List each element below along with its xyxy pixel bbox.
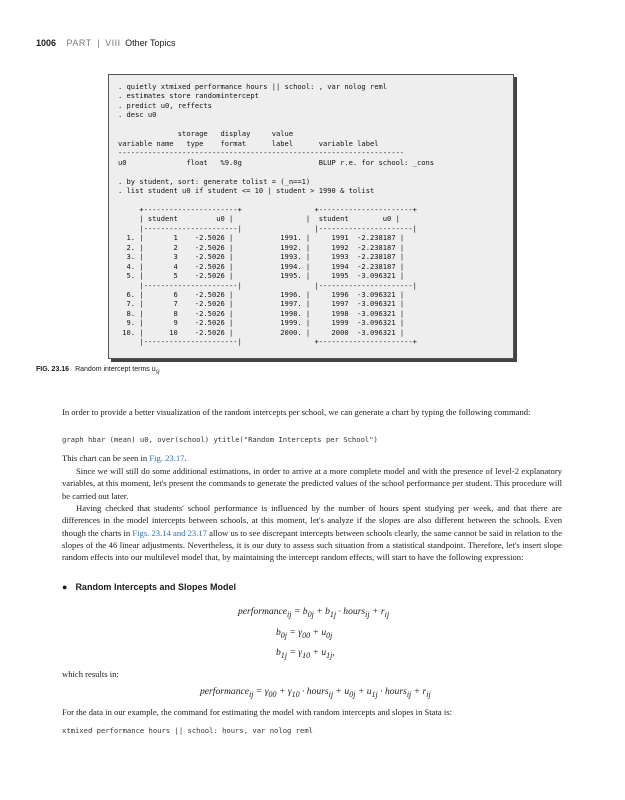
stata-line: +----------------------+ +----------------------+ (118, 204, 417, 214)
stata-line: . by student, sort: generate tolist = (_n==1) (118, 176, 311, 186)
stata-line: 2. | 2 -2.5026 | 1992. | 1992 -2.238187 | (118, 242, 405, 252)
command-xtmixed: xtmixed performance hours || school: hours, var nolog reml (62, 726, 313, 735)
stata-line: ------------------------------------------------------------------- (118, 148, 405, 158)
figure-label: FIG. 23.16 (36, 366, 70, 373)
paragraph-4-text-b: allow us to see discrepant intercepts between schools clearly, the same cannot be said in relation to the slopes of the 46 linear adjustments. Nevertheless, it is our duty to assess such situation from a statistical standpoint. Therefore, let's insert slope random effects into our multilevel model that, by maintaining the intercept random effects, will start to have the following expression: (62, 527, 563, 563)
paragraph-2: This chart can be seen in Fig. 23.17. (62, 453, 187, 463)
stata-line: . quietly xtmixed performance hours || school: , var nolog reml (118, 82, 388, 91)
figs-23-14-23-17-link[interactable]: Figs. 23.14 and 23.17 (132, 527, 207, 538)
paragraph-6: For the data in our example, the command for estimating the model with random intercepts and slopes in Stata is: (62, 707, 452, 717)
stata-line: 3. | 3 -2.5026 | 1993. | 1993 -2.238187 | (118, 252, 405, 262)
stata-line: . predict u0, reffects (118, 100, 212, 110)
stata-line: storage display value (118, 129, 294, 139)
figure-caption-text: Random intercept terms u (75, 366, 156, 373)
stata-line: . estimates store randomintercept (118, 91, 259, 101)
stata-line: 5. | 5 -2.5026 | 1995. | 1995 -3.096321 | (118, 271, 405, 281)
bullet-heading-text: Random Intercepts and Slopes Model (75, 582, 236, 592)
paragraph-2-text: This chart can be seen in (62, 453, 148, 463)
bullet-icon: ● (62, 582, 68, 592)
paragraph-1: In order to provide a better visualization of the random intercepts per school, we can generate a chart by typing the following command: (62, 407, 531, 417)
stata-line: 10. | 10 -2.5026 | 2000. | 2000 -3.096321 | (118, 327, 405, 337)
equation-b1: $b_{1j} = \gamma_{10} + u_{1j}$, (276, 647, 335, 660)
equation-b0: $b_{0j} = \gamma_{00} + u_{0j}$ (276, 627, 333, 640)
part-number: VIII (105, 38, 121, 48)
fig-23-17-link[interactable]: Fig. 23.17 (149, 453, 185, 463)
stata-line: |----------------------| +----------------------+ (118, 337, 417, 347)
command-graph-hbar: graph hbar (mean) u0, over(school) ytitle("Random Intercepts per School") (62, 435, 378, 444)
stata-line: . list student u0 if student <= 10 | student > 1990 & tolist (118, 185, 375, 195)
equation-model: performance$_{ij}$ = $b_{0j} + b_{1j}$ · hours$_{ij}$ + $r_{ij}$ (238, 606, 390, 619)
paragraph-4-text-a: Having checked that students' school performance is influenced by the number of hours spent studying per week, and that there are differences in the model intercepts between schools, at this moment, let's analyze if the slopes are also different between the schools. Even though the charts in (62, 503, 562, 538)
stata-line: variable name type format label variable label (118, 138, 379, 148)
bullet-heading (62, 582, 236, 592)
paragraph-5: which results in: (62, 669, 119, 679)
page-header (36, 38, 176, 48)
stata-line: 4. | 4 -2.5026 | 1994. | 1994 -2.238187 | (118, 261, 405, 271)
stata-line: . desc u0 (118, 110, 157, 120)
stata-line: 7. | 7 -2.5026 | 1997. | 1997 -3.096321 | (118, 299, 405, 309)
stata-output-figure (108, 74, 514, 359)
stata-line: 6. | 6 -2.5026 | 1996. | 1996 -3.096321 | (118, 289, 405, 299)
equation-combined: performance$_{ij}$ = $\gamma_{00} + \gamma_{10}$ · hours$_{ij}$ + $u_{0j} + u_{1j}$ · hours$_{ij}$ + $r_{ij}$ (200, 686, 431, 699)
stata-line: 9. | 9 -2.5026 | 1999. | 1999 -3.096321 | (118, 318, 405, 328)
page-number: 1006 (36, 38, 57, 48)
stata-line: |----------------------| |----------------------| (118, 223, 417, 233)
stata-output-text (109, 75, 513, 347)
section-topic: Other Topics (125, 38, 176, 48)
figure-caption: FIG. 23.16 Random intercept terms $u_{0j}$ (36, 366, 160, 376)
stata-line: 1. | 1 -2.5026 | 1991. | 1991 -2.238187 | (118, 233, 405, 243)
paragraph-4 (62, 502, 562, 563)
stata-line: |----------------------| |----------------------| (118, 280, 417, 290)
part-label: PART (66, 38, 92, 48)
header-separator: | (97, 38, 100, 48)
stata-line: | student u0 | | student u0 | (118, 214, 400, 224)
paragraph-3: Since we will still do some additional estimations, in order to arrive at a more complete model and with the presence of level-2 explanatory variables, at this moment, let's present the commands to generate the predicted values of the school performance per student. This procedure will be carried out later. (62, 466, 562, 501)
stata-line: u0 float %9.0g BLUP r.e. for school: _cons (118, 157, 435, 167)
stata-line: 8. | 8 -2.5026 | 1998. | 1998 -3.096321 | (118, 308, 405, 318)
